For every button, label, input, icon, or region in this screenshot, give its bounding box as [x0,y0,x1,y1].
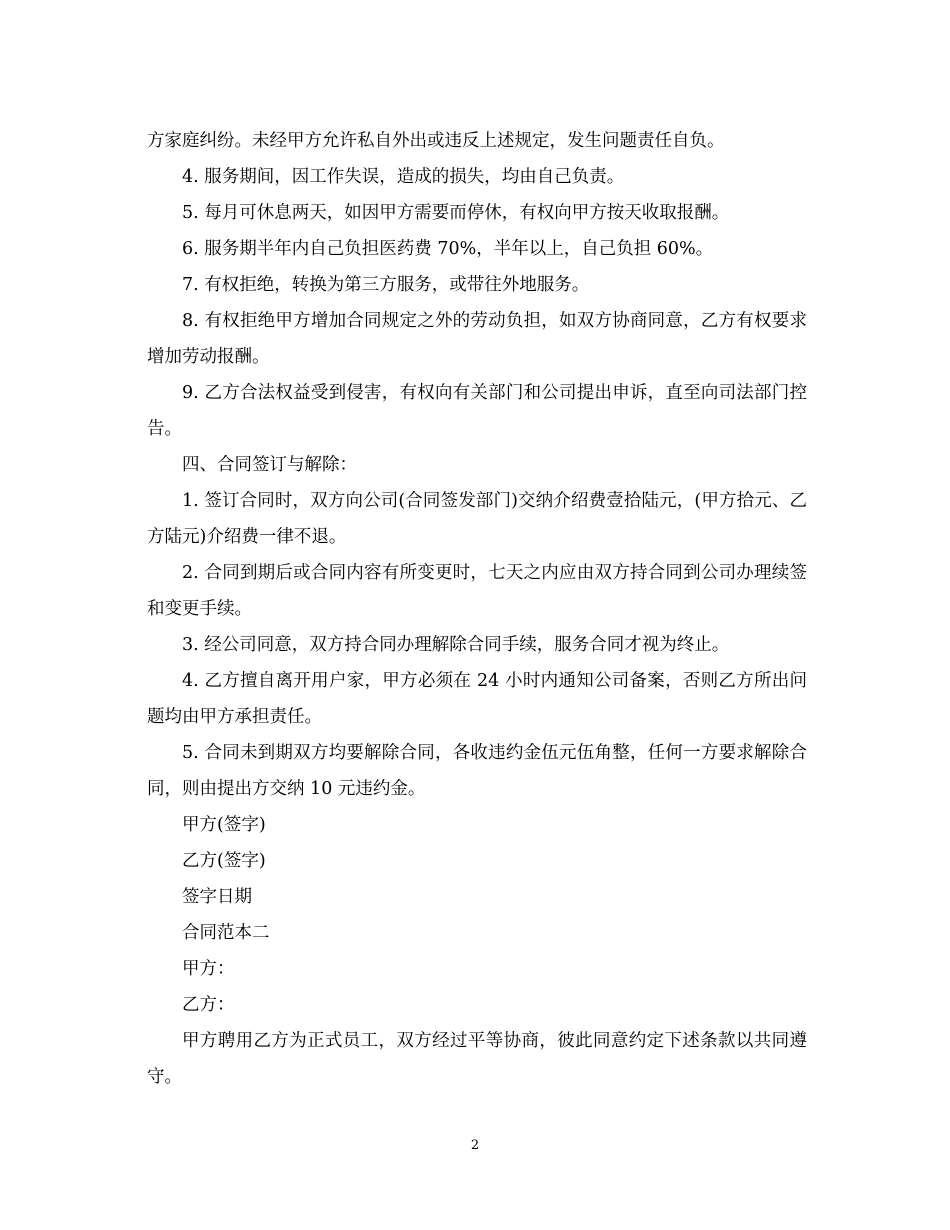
paragraph-section4-clause-3: 3. 经公司同意，双方持合同办理解除合同手续，服务合同才视为终止。 [182,635,730,655]
paragraph-section4-clause-1: 1. 签订合同时，双方向公司(合同签发部门)交纳介绍费壹拾陆元，(甲方拾元、乙方陆元)介绍费一律不退。 [147,491,807,547]
page-number: 2 [470,1138,480,1153]
paragraph-clause-7: 7. 有权拒绝，转换为第三方服务，或带往外地服务。 [182,275,590,295]
document-body [147,123,807,1095]
paragraph-clause-4: 4. 服务期间，因工作失误，造成的损失，均由自己负责。 [182,167,625,187]
signature-date-line: 签字日期 [182,887,252,907]
section-heading: 四、合同签订与解除： [182,455,357,475]
paragraph-section4-clause-4: 4. 乙方擅自离开用户家，甲方必须在 24 小时内通知公司备案，否则乙方所出问题均由甲方承担责任。 [147,671,807,727]
paragraph-section4-clause-2: 2. 合同到期后或合同内容有所变更时，七天之内应由双方持合同到公司办理续签和变更手续。 [147,563,807,619]
paragraph-section4-clause-5: 5. 合同未到期双方均要解除合同，各收违约金伍元伍角整，任何一方要求解除合同，则由提出方交纳 10 元违约金。 [147,743,807,799]
paragraph-clause-6: 6. 服务期半年内自己负担医药费 70%，半年以上，自己负担 60%。 [182,239,714,259]
party-a-signature-line: 甲方(签字) [182,815,266,835]
paragraph-intro: 甲方聘用乙方为正式员工，双方经过平等协商，彼此同意约定下述条款以共同遵守。 [147,1031,807,1087]
template-two-title: 合同范本二 [182,923,270,943]
paragraph-clause-9: 9. 乙方合法权益受到侵害，有权向有关部门和公司提出申诉，直至向司法部门控告。 [147,383,807,439]
party-b-line: 乙方： [182,995,235,1015]
paragraph-continuation: 方家庭纠纷。未经甲方允许私自外出或违反上述规定，发生问题责任自负。 [147,131,725,151]
party-a-line: 甲方： [182,959,235,979]
paragraph-clause-8: 8. 有权拒绝甲方增加合同规定之外的劳动负担，如双方协商同意，乙方有权要求增加劳动报酬。 [147,311,807,367]
paragraph-clause-5: 5. 每月可休息两天，如因甲方需要而停休，有权向甲方按天收取报酬。 [182,203,730,223]
party-b-signature-line: 乙方(签字) [182,851,266,871]
